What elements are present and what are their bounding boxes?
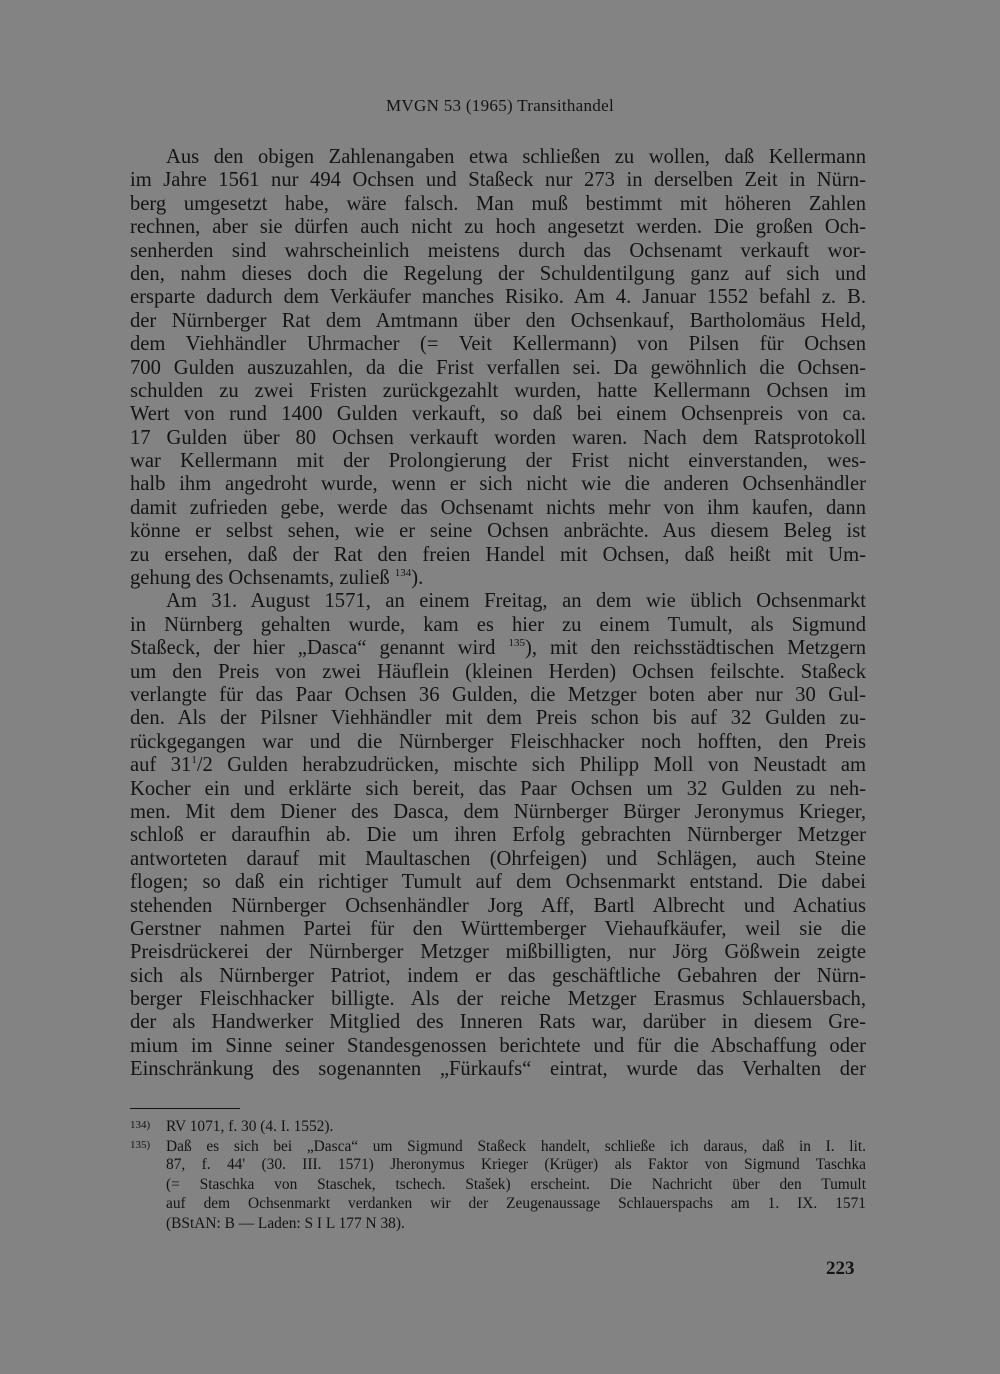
footnote-divider [130,1108,240,1109]
footnote-line [130,1136,866,1156]
text-line [130,754,866,777]
text-line: 700 Gulden auszuzahlen, da die Frist verfallen sei. Da gewöhnlich die Ochsen- [130,356,866,379]
footnote [130,1136,866,1234]
text-line: senherden sind wahrscheinlich meistens durch das Ochsenamt verkauft wor- [130,239,866,262]
footnote-line: auf dem Ochsenmarkt verdanken wir der Zeugenaussage Schlauerspachs am 1. IX. 1571 [166,1195,866,1213]
line-text: ), mit den reichsstädtischen Metzgern [525,637,866,660]
text-line: stehenden Nürnberger Ochsenhändler Jorg Aff, Bartl Albrecht und Achatius [130,894,866,917]
text-line: Wert von rund 1400 Gulden verkauft, so daß bei einem Ochsenpreis von ca. [130,403,866,426]
text-line: ersparte dadurch dem Verkäufer manches Risiko. Am 4. Januar 1552 befahl z. B. [130,286,866,309]
footnote-text: RV 1071, f. 30 (4. I. 1552). [166,1118,334,1135]
text-line: verlangte für das Paar Ochsen 36 Gulden, die Metzger boten aber nur 30 Gul- [130,683,866,706]
fraction-numerator: 1 [191,754,197,767]
text-line: antworteten darauf mit Maultaschen (Ohrfeigen) und Schlägen, auch Steine [130,847,866,870]
running-header: MVGN 53 (1965) Transithandel [386,96,614,115]
line-text: ). [411,567,424,590]
text-line: Am 31. August 1571, an einem Freitag, an dem wie üblich Ochsenmarkt [166,590,866,613]
text-line: im Jahre 1561 nur 494 Ochsen und Staßeck nur 273 in derselben Zeit in Nürn- [130,169,866,192]
footnote-mark: 134) [130,1119,151,1131]
footnote-mark: 135) [130,1138,151,1151]
text-line: könne er selbst sehen, wie er seine Ochsen anbrächte. Aus diesem Beleg ist [130,520,866,543]
text-line: den, nahm dieses doch die Regelung der Schuldentilgung ganz auf sich und [130,262,866,285]
main-text [130,146,866,1082]
footnote-line: (BStAN: B — Laden: S I L 177 N 38). [166,1214,405,1232]
line-text: /2 Gulden herabzudrücken, mischte sich Philipp Moll von Neustadt am [196,754,866,777]
text-line: zu ersehen, daß der Rat den freien Handel mit Ochsen, daß heißt mit Um- [130,543,866,566]
footnote-line: 87, f. 44' (30. III. 1571) Jheronymus Krieger (Krüger) als Faktor von Sigmund Taschka [166,1156,866,1174]
text-line: rückgegangen war und die Nürnberger Fleischhacker noch hofften, den Preis [130,730,866,753]
footnote [130,1116,866,1136]
footnote-ref: 135 [508,637,525,650]
text-line: Einschränkung des sogenannten „Fürkaufs“ eintrat, wurde das Verhalten der [130,1058,866,1081]
paragraph [130,590,866,1081]
text-line: Aus den obigen Zahlenangaben etwa schließen zu wollen, daß Kellermann [166,146,866,168]
text-line: mium im Sinne seiner Standesgenossen berichtete und für die Abschaffung oder [130,1034,866,1057]
text-line: halb ihm angedroht wurde, wenn er sich nicht wie die anderen Ochsenhändler [130,473,866,496]
text-line: damit zufrieden gebe, werde das Ochsenamt nichts mehr von ihm kaufen, dann [130,496,866,519]
text-line: berger Fleischhacker billigte. Als der reiche Metzger Erasmus Schlauersbach, [130,988,866,1011]
text-line: dem Viehhändler Uhrmacher (= Veit Kellermann) von Pilsen für Ochsen [130,333,866,356]
text-line: Preisdrückerei der Nürnberger Metzger mißbilligten, nur Jörg Gößwein zeigte [130,941,866,964]
text-line: der Nürnberger Rat dem Amtmann über den Ochsenkauf, Bartholomäus Held, [130,309,866,332]
text-line: Gerstner nahmen Partei für den Württemberger Viehaufkäufer, weil sie die [130,917,866,940]
footnote-line: (= Staschka von Staschek, tschech. Stašek) erscheint. Die Nachricht über den Tumult [166,1175,866,1193]
text-line: men. Mit dem Diener des Dasca, dem Nürnberger Bürger Jeronymus Krieger, [130,800,866,823]
text-line: berg umgesetzt habe, wäre falsch. Man muß bestimmt mit höheren Zahlen [130,192,866,215]
text-line: in Nürnberg gehalten wurde, kam es hier zu einem Tumult, als Sigmund [130,613,866,636]
line-text: Staßeck, der hier „Dasca“ genannt wird [130,637,509,660]
line-text: gehung des Ochsenamts, zuließ [130,567,395,590]
text-line: 17 Gulden über 80 Ochsen verkauft worden waren. Nach dem Ratsprotokoll [130,426,866,449]
text-line: den. Als der Pilsner Viehhändler mit dem Preis schon bis auf 32 Gulden zu- [130,707,866,730]
text-line: flogen; so daß ein richtiger Tumult auf dem Ochsenmarkt entstand. Die dabei [130,871,866,894]
text-line: Kocher ein und erklärte sich bereit, das Paar Ochsen um 32 Gulden zu neh- [130,777,866,800]
text-line [130,637,866,660]
text-line: der als Handwerker Mitglied des Inneren Rats war, darüber in diesem Gre- [130,1011,866,1034]
paragraph [130,146,866,590]
line-text: auf 31 [130,754,192,777]
footnote-line [130,1116,866,1136]
text-line: schulden zu zwei Fristen zurückgezahlt wurden, hatte Kellermann Ochsen im [130,379,866,402]
text-line: rechnen, aber sie dürfen auch nicht zu hoch angesetzt werden. Die großen Och- [130,216,866,239]
text-line: sich als Nürnberger Patriot, indem er das geschäftliche Gebahren der Nürn- [130,964,866,987]
page-number: 223 [826,1258,855,1279]
footnote-text: Daß es sich bei „Dasca“ um Sigmund Staßeck handelt, schließe ich daraus, daß in I. lit. [166,1137,866,1155]
text-line: war Kellermann mit der Prolongierung der Frist nicht einverstanden, wes- [130,450,866,473]
text-line [130,567,866,590]
text-line: schloß er daraufhin ab. Die um ihren Erfolg gebrachten Nürnberger Metzger [130,824,866,847]
footnote-ref: 134 [394,567,412,580]
footnotes [130,1116,866,1234]
text-line: um den Preis von zwei Häuflein (kleinen Herden) Ochsen feilschte. Staßeck [130,660,866,683]
